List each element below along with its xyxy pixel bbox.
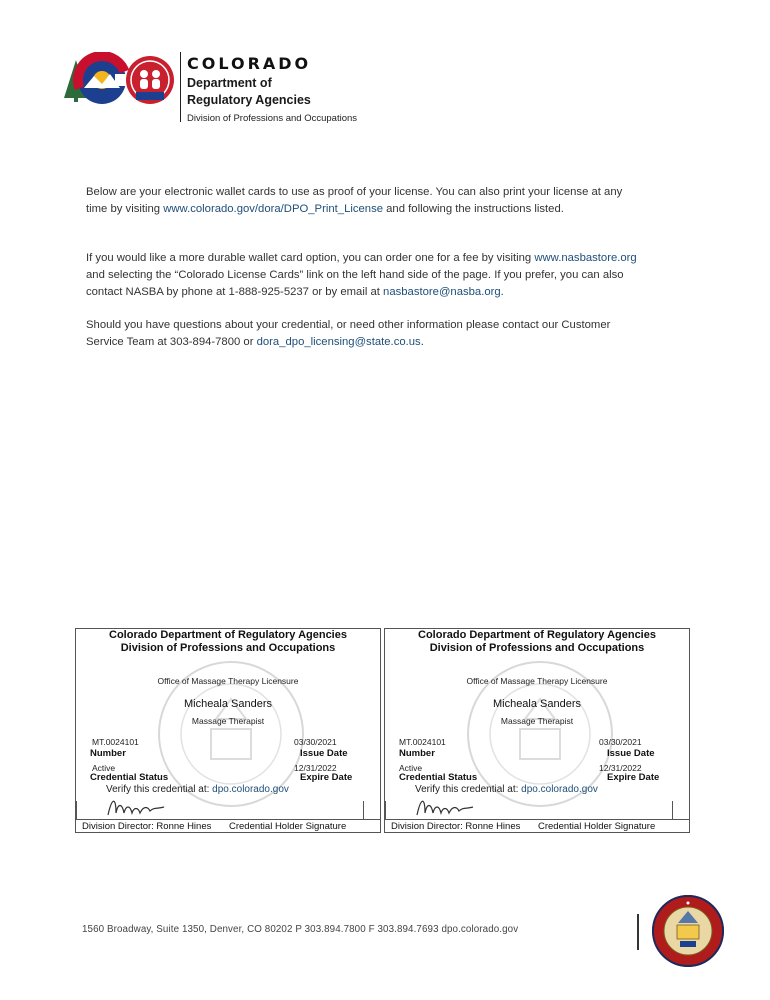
expire-date-value: 12/31/2022 — [294, 763, 337, 773]
p1-text: Below are your electronic wallet cards to use as proof of your license. You can also print your license at any time by visiting — [86, 186, 623, 215]
license-number-label: Number — [399, 748, 435, 759]
signature-box-right — [672, 801, 673, 819]
signature-box-left — [385, 801, 386, 819]
p3-pre: Should you have questions about your credential, or need other information please contact our Customer Service Team at 303-894-7800 or — [86, 319, 611, 348]
expire-date-label: Expire Date — [607, 772, 660, 783]
nasbastore-link[interactable]: www.nasbastore.org — [534, 252, 637, 264]
verify-line — [415, 784, 598, 795]
department-line-1: Department of — [187, 76, 272, 90]
card-profession: Massage Therapist — [191, 716, 265, 726]
expire-date-value: 12/31/2022 — [599, 763, 642, 773]
license-number-value: MT.0024101 — [92, 737, 139, 747]
card-header-agency: Colorado Department of Regulatory Agencies — [418, 629, 656, 641]
holder-signature-label: Credential Holder Signature — [538, 821, 656, 832]
signature-box-right — [363, 801, 364, 819]
issue-date-label: Issue Date — [607, 748, 655, 759]
card-office: Office of Massage Therapy Licensure — [466, 676, 608, 686]
issue-date-value: 03/30/2021 — [599, 737, 642, 747]
nasba-email-link[interactable]: nasbastore@nasba.org — [383, 286, 501, 298]
verify-link[interactable]: dpo.colorado.gov — [212, 784, 289, 795]
contact-paragraph — [86, 317, 646, 351]
state-seal-icon — [650, 893, 726, 969]
signature-icon — [415, 795, 475, 819]
verify-text: Verify this credential at: — [106, 784, 213, 795]
p3-tail: . — [420, 336, 424, 348]
status-value: Active — [92, 763, 116, 773]
signature-line — [76, 819, 380, 820]
verify-link[interactable]: dpo.colorado.gov — [521, 784, 598, 795]
expire-date-label: Expire Date — [300, 772, 353, 783]
wallet-card-1 — [75, 628, 381, 833]
status-label: Credential Status — [399, 772, 478, 783]
card-holder-name: Micheala Sanders — [492, 698, 582, 710]
director-label: Division Director: Ronne Hines — [82, 821, 212, 832]
issue-date-value: 03/30/2021 — [294, 737, 337, 747]
status-value: Active — [399, 763, 423, 773]
license-number-value: MT.0024101 — [399, 737, 446, 747]
print-license-link[interactable]: www.colorado.gov/dora/DPO_Print_License — [163, 203, 384, 215]
issue-date-label: Issue Date — [300, 748, 348, 759]
card-profession: Massage Therapist — [500, 716, 574, 726]
footer-divider — [637, 914, 639, 950]
footer-address: 1560 Broadway, Suite 1350, Denver, CO 80202 P 303.894.7800 F 303.894.7693 dpo.colorado.gov — [82, 924, 519, 935]
logo-title: COLORADO — [187, 54, 312, 73]
p2-mid: and selecting the “Colorado License Cards” link on the left hand side of the page. If you prefer, you can also contact NASBA by phone at 1-888-925-5237 or by email at — [86, 269, 624, 298]
card-header-division: Division of Professions and Occupations — [429, 642, 645, 654]
wallet-card-2 — [384, 628, 690, 833]
card-header-division: Division of Professions and Occupations — [120, 642, 336, 654]
department-line-2: Regulatory Agencies — [187, 93, 311, 107]
p1-tail: and following the instructions listed. — [383, 203, 564, 215]
colorado-c-logo-icon — [62, 52, 177, 112]
verify-text: Verify this credential at: — [415, 784, 522, 795]
p2-pre: If you would like a more durable wallet card option, you can order one for a fee by visiting — [86, 252, 535, 264]
license-number-label: Number — [90, 748, 126, 759]
header-logo — [62, 52, 382, 126]
verify-line — [106, 784, 289, 795]
holder-signature-label: Credential Holder Signature — [229, 821, 347, 832]
director-label: Division Director: Ronne Hines — [391, 821, 521, 832]
signature-line — [385, 819, 689, 820]
logo-text-block — [180, 52, 357, 122]
card-header-agency: Colorado Department of Regulatory Agencies — [109, 629, 347, 641]
intro-paragraph — [86, 184, 646, 218]
nasba-paragraph — [86, 250, 646, 301]
signature-box-left — [76, 801, 77, 819]
p2-tail: . — [500, 286, 504, 298]
status-label: Credential Status — [90, 772, 169, 783]
card-office: Office of Massage Therapy Licensure — [157, 676, 299, 686]
division-name: Division of Professions and Occupations — [187, 113, 358, 124]
card-holder-name: Micheala Sanders — [183, 698, 273, 710]
licensing-email-link[interactable]: dora_dpo_licensing@state.co.us — [256, 336, 421, 348]
signature-icon — [106, 795, 166, 819]
